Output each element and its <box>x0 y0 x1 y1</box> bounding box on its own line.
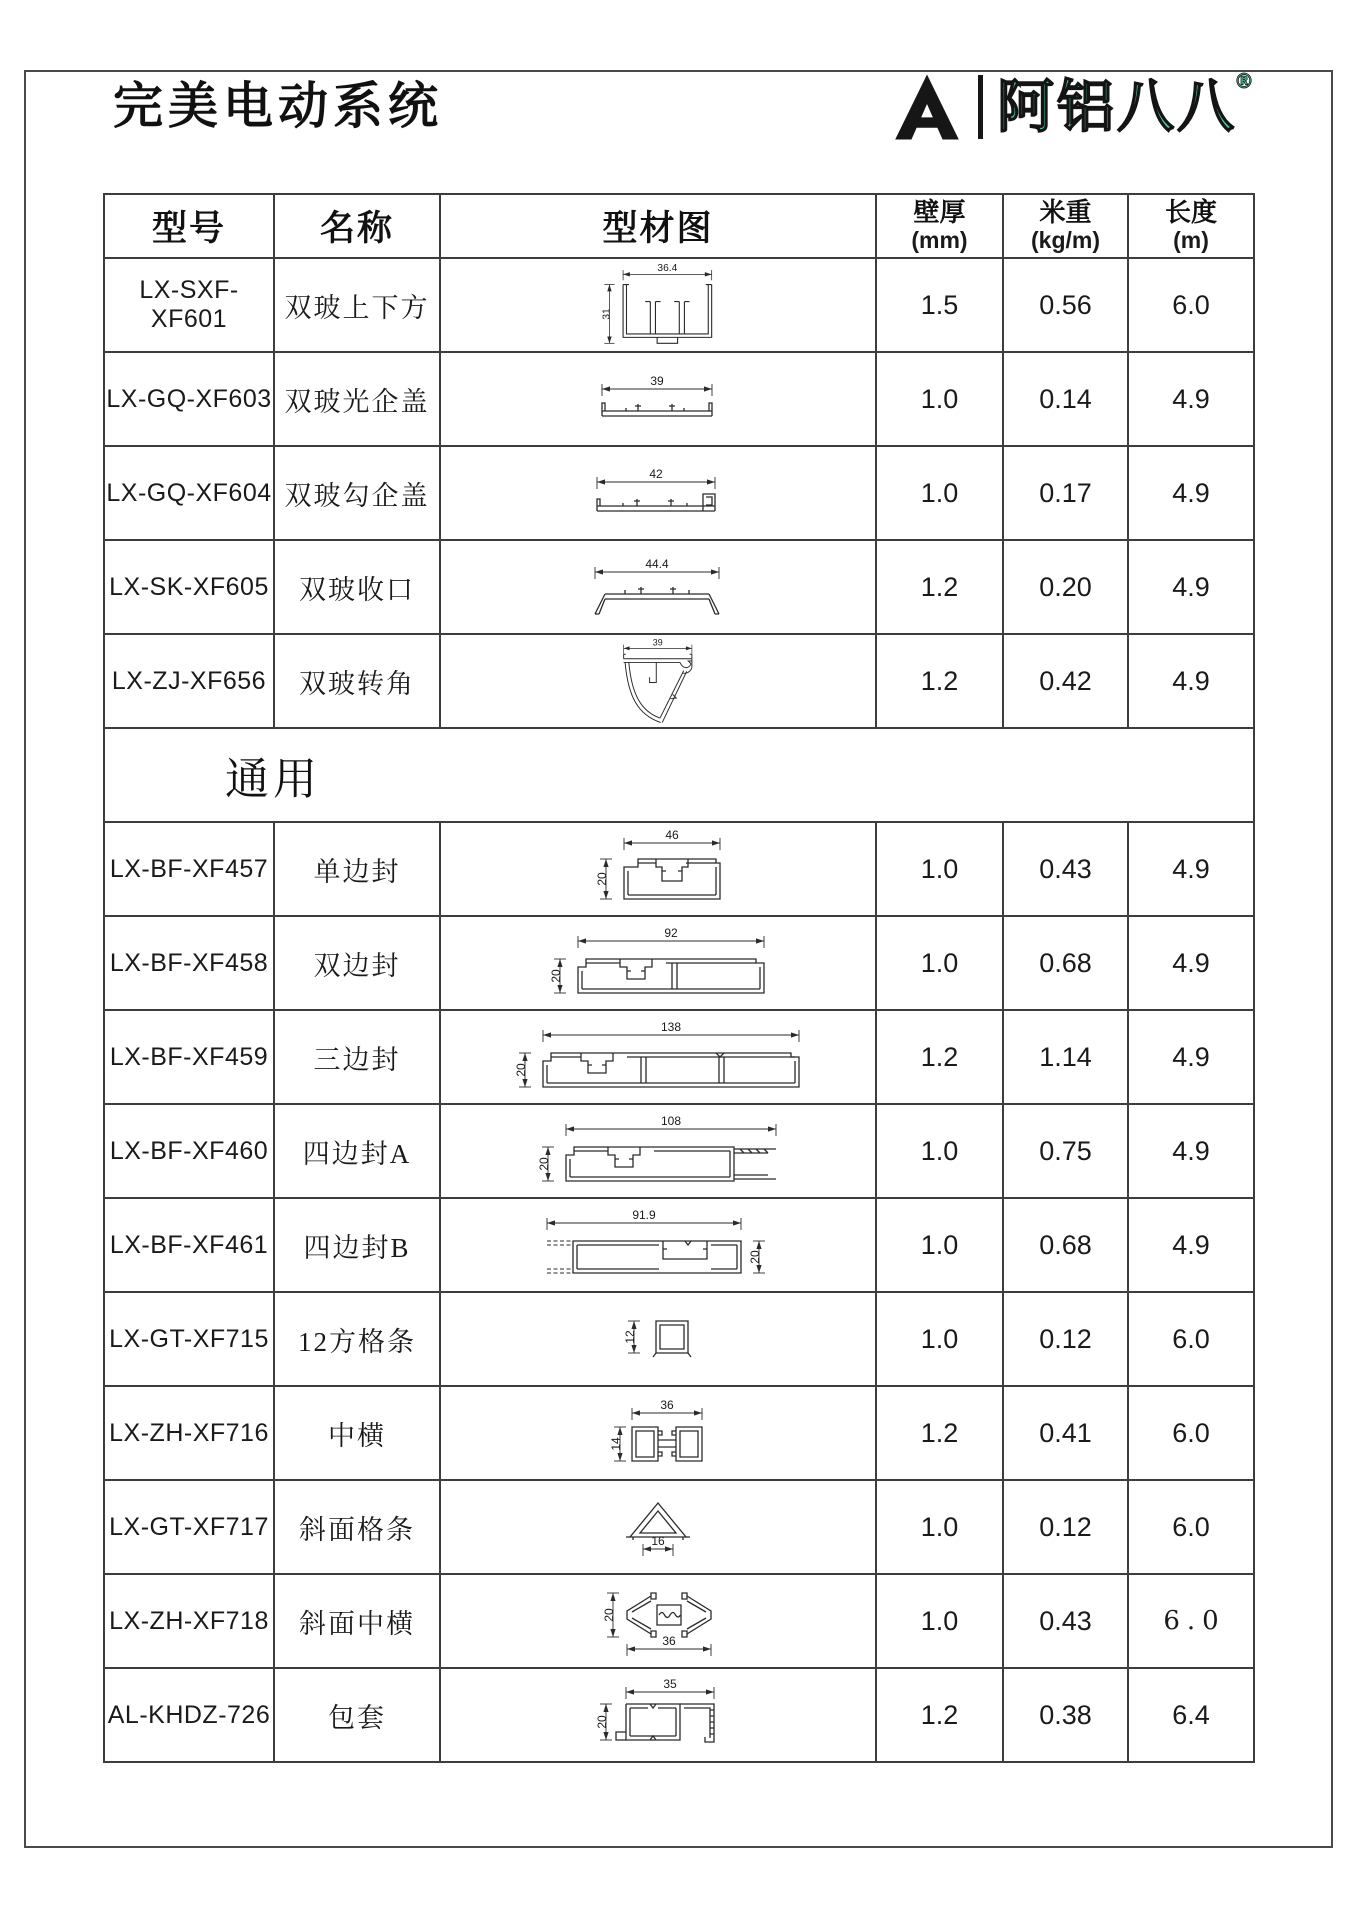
svg-text:39: 39 <box>650 374 664 388</box>
table-row <box>104 1198 1254 1292</box>
profile-drawing-cell <box>440 1480 876 1574</box>
name-cell: 斜面格条 <box>274 1480 440 1574</box>
length-cell: 4.9 <box>1128 446 1254 540</box>
model-cell: LX-ZH-XF718 <box>104 1574 274 1668</box>
meter-weight-cell: 0.42 <box>1003 634 1128 728</box>
profile-table <box>103 193 1255 1763</box>
name-cell: 单边封 <box>274 822 440 916</box>
profile-drawing-svg <box>618 1313 698 1365</box>
meter-weight-cell: 0.41 <box>1003 1386 1128 1480</box>
meter-weight-cell: 0.43 <box>1003 1574 1128 1668</box>
header-col-4 <box>1003 194 1128 258</box>
page-title: 完美电动系统 <box>113 78 443 134</box>
model-cell: LX-BF-XF459 <box>104 1010 274 1104</box>
wall-thickness-cell: 1.2 <box>876 634 1003 728</box>
svg-text:20: 20 <box>549 969 563 983</box>
svg-text:44.4: 44.4 <box>645 557 669 571</box>
profile-drawing-cell <box>440 352 876 446</box>
wall-thickness-cell: 1.2 <box>876 1386 1003 1480</box>
profile-drawing-cell <box>440 1010 876 1104</box>
profile-drawing-cell <box>440 540 876 634</box>
meter-weight-cell: 0.68 <box>1003 1198 1128 1292</box>
svg-text:36: 36 <box>662 1634 676 1648</box>
name-cell: 三边封 <box>274 1010 440 1104</box>
length-cell: 4.9 <box>1128 1010 1254 1104</box>
brand-name-text: 阿铝八八 <box>997 73 1237 140</box>
svg-text:108: 108 <box>660 1114 682 1128</box>
model-cell: LX-BF-XF461 <box>104 1198 274 1292</box>
profile-drawing-cell <box>440 1668 876 1762</box>
length-cell: 4.9 <box>1128 822 1254 916</box>
length-cell: 6.0 <box>1128 1574 1254 1668</box>
wall-thickness-cell: 1.0 <box>876 916 1003 1010</box>
registered-mark: ® <box>1234 68 1257 93</box>
header-label: 米重 <box>1039 198 1092 228</box>
meter-weight-cell: 0.43 <box>1003 822 1128 916</box>
name-cell: 四边封B <box>274 1198 440 1292</box>
svg-text:20: 20 <box>514 1063 528 1077</box>
name-cell: 双玻收口 <box>274 540 440 634</box>
length-cell: 6.0 <box>1128 1292 1254 1386</box>
wall-thickness-cell: 1.0 <box>876 1574 1003 1668</box>
brand-logo <box>890 68 1257 142</box>
svg-text:31: 31 <box>601 308 613 320</box>
brand-mark-icon <box>890 74 964 140</box>
profile-drawing-svg <box>537 1207 779 1283</box>
svg-text:20: 20 <box>537 1157 551 1171</box>
profile-drawing-cell <box>440 916 876 1010</box>
length-cell: 6.0 <box>1128 1480 1254 1574</box>
length-cell: 4.9 <box>1128 540 1254 634</box>
profile-drawing-cell <box>440 446 876 540</box>
svg-text:20: 20 <box>595 1715 609 1729</box>
table-row <box>104 916 1254 1010</box>
svg-text:36: 36 <box>660 1398 674 1412</box>
profile-drawing-svg <box>587 466 729 520</box>
meter-weight-cell: 0.38 <box>1003 1668 1128 1762</box>
header-unit: (m) <box>1173 226 1209 253</box>
header-unit: (kg/m) <box>1031 226 1100 253</box>
header-label: 壁厚 <box>913 198 966 228</box>
profile-drawing-svg <box>530 1113 786 1189</box>
name-cell: 双玻上下方 <box>274 258 440 352</box>
table-row <box>104 1292 1254 1386</box>
table-row <box>104 1574 1254 1668</box>
name-cell: 双玻勾企盖 <box>274 446 440 540</box>
meter-weight-cell: 0.56 <box>1003 258 1128 352</box>
table-row <box>104 1010 1254 1104</box>
model-cell: AL-KHDZ-726 <box>104 1668 274 1762</box>
model-cell: LX-GQ-XF604 <box>104 446 274 540</box>
meter-weight-cell: 1.14 <box>1003 1010 1128 1104</box>
table-row <box>104 258 1254 352</box>
name-cell: 双玻转角 <box>274 634 440 728</box>
header-col-1 <box>274 194 440 258</box>
svg-text:91.9: 91.9 <box>632 1208 656 1222</box>
header-col-5 <box>1128 194 1254 258</box>
wall-thickness-cell: 1.0 <box>876 1104 1003 1198</box>
table-row <box>104 1386 1254 1480</box>
header-col-2 <box>440 194 876 258</box>
model-cell: LX-BF-XF458 <box>104 916 274 1010</box>
length-cell: 6.0 <box>1128 258 1254 352</box>
name-cell: 四边封A <box>274 1104 440 1198</box>
table-row <box>104 540 1254 634</box>
svg-text:138: 138 <box>660 1020 682 1034</box>
length-cell: 4.9 <box>1128 1104 1254 1198</box>
profile-drawing-svg <box>617 1495 699 1559</box>
profile-drawing-svg <box>588 827 728 911</box>
table-row <box>104 446 1254 540</box>
profile-drawing-cell <box>440 822 876 916</box>
table-header <box>104 194 1254 258</box>
name-cell: 中横 <box>274 1386 440 1480</box>
wall-thickness-cell: 1.2 <box>876 540 1003 634</box>
meter-weight-cell: 0.12 <box>1003 1480 1128 1574</box>
model-cell: LX-ZJ-XF656 <box>104 634 274 728</box>
model-cell: LX-SXF-XF601 <box>104 258 274 352</box>
wall-thickness-cell: 1.0 <box>876 446 1003 540</box>
length-cell: 4.9 <box>1128 634 1254 728</box>
model-cell: LX-GQ-XF603 <box>104 352 274 446</box>
model-cell: LX-BF-XF457 <box>104 822 274 916</box>
section-header: 通用 <box>104 728 1254 822</box>
wall-thickness-cell: 1.0 <box>876 352 1003 446</box>
table-row <box>104 352 1254 446</box>
logo-divider <box>978 75 983 139</box>
svg-text:46: 46 <box>665 828 679 842</box>
profile-drawing-cell <box>440 1386 876 1480</box>
name-cell: 双边封 <box>274 916 440 1010</box>
meter-weight-cell: 0.75 <box>1003 1104 1128 1198</box>
header-label: 名称 <box>319 209 394 248</box>
table-row <box>104 634 1254 728</box>
profile-drawing-svg <box>594 259 722 351</box>
model-cell: LX-SK-XF605 <box>104 540 274 634</box>
wall-thickness-cell: 1.0 <box>876 822 1003 916</box>
meter-weight-cell: 0.14 <box>1003 352 1128 446</box>
profile-drawing-svg <box>585 554 731 620</box>
svg-text:36.4: 36.4 <box>657 262 678 274</box>
profile-drawing-svg <box>597 1585 719 1657</box>
table-row <box>104 1668 1254 1762</box>
model-cell: LX-GT-XF715 <box>104 1292 274 1386</box>
header-label: 型号 <box>151 209 226 248</box>
svg-text:92: 92 <box>664 926 678 940</box>
profile-drawing-cell <box>440 1104 876 1198</box>
header-col-0 <box>104 194 274 258</box>
table-row <box>104 822 1254 916</box>
profile-drawing-svg <box>616 635 701 727</box>
header-label: 长度 <box>1164 198 1217 228</box>
table-row <box>104 1480 1254 1574</box>
profile-drawing-svg <box>590 1676 726 1754</box>
profile-drawing-cell <box>440 258 876 352</box>
length-cell: 4.9 <box>1128 1198 1254 1292</box>
meter-weight-cell: 0.68 <box>1003 916 1128 1010</box>
profile-drawing-cell <box>440 634 876 728</box>
svg-text:12: 12 <box>623 1330 637 1344</box>
name-cell: 包套 <box>274 1668 440 1762</box>
length-cell: 6.4 <box>1128 1668 1254 1762</box>
svg-text:35: 35 <box>663 1677 677 1691</box>
wall-thickness-cell: 1.5 <box>876 258 1003 352</box>
length-cell: 4.9 <box>1128 916 1254 1010</box>
length-cell: 6.0 <box>1128 1386 1254 1480</box>
svg-text:16: 16 <box>651 1534 665 1548</box>
section-row <box>104 728 1254 822</box>
wall-thickness-cell: 1.0 <box>876 1292 1003 1386</box>
model-cell: LX-GT-XF717 <box>104 1480 274 1574</box>
model-cell: LX-ZH-XF716 <box>104 1386 274 1480</box>
meter-weight-cell: 0.12 <box>1003 1292 1128 1386</box>
table-row <box>104 1104 1254 1198</box>
svg-text:14: 14 <box>609 1437 623 1451</box>
meter-weight-cell: 0.17 <box>1003 446 1128 540</box>
length-cell: 4.9 <box>1128 352 1254 446</box>
profile-drawing-cell <box>440 1198 876 1292</box>
profile-drawing-svg <box>507 1019 809 1095</box>
wall-thickness-cell: 1.2 <box>876 1010 1003 1104</box>
profile-drawing-cell <box>440 1574 876 1668</box>
wall-thickness-cell: 1.0 <box>876 1198 1003 1292</box>
profile-drawing-svg <box>542 925 774 1001</box>
wall-thickness-cell: 1.0 <box>876 1480 1003 1574</box>
table-body <box>104 258 1254 1762</box>
name-cell: 12方格条 <box>274 1292 440 1386</box>
svg-text:20: 20 <box>602 1608 616 1622</box>
svg-text:42: 42 <box>649 467 663 481</box>
name-cell: 斜面中横 <box>274 1574 440 1668</box>
svg-text:20: 20 <box>748 1250 762 1264</box>
brand-name <box>997 68 1257 140</box>
meter-weight-cell: 0.20 <box>1003 540 1128 634</box>
name-cell: 双玻光企盖 <box>274 352 440 446</box>
svg-text:20: 20 <box>595 872 609 886</box>
profile-drawing-cell <box>440 1292 876 1386</box>
wall-thickness-cell: 1.2 <box>876 1668 1003 1762</box>
svg-text:39: 39 <box>652 637 663 648</box>
header-col-3 <box>876 194 1003 258</box>
header-label: 型材图 <box>602 209 714 248</box>
profile-drawing-svg <box>592 373 724 425</box>
model-cell: LX-BF-XF460 <box>104 1104 274 1198</box>
header-unit: (mm) <box>911 226 968 253</box>
profile-drawing-svg <box>604 1397 712 1469</box>
